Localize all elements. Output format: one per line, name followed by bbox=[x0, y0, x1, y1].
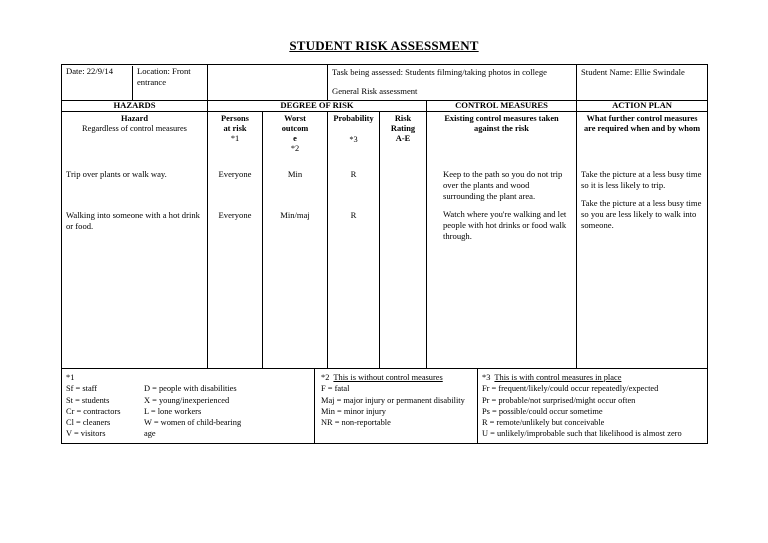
persons-col-ref: *1 bbox=[230, 133, 240, 143]
probability-item-1: R bbox=[350, 168, 357, 179]
legend-prob-r: R = remote/unlikely but conceivable bbox=[482, 418, 605, 427]
legend-person-x: X = young/inexperienced bbox=[144, 395, 230, 405]
persons-item-2: Everyone bbox=[218, 209, 252, 220]
legend-persons bbox=[62, 369, 315, 444]
action-col-header bbox=[577, 112, 708, 159]
worst-item-2: Min/maj bbox=[280, 209, 310, 220]
worst-col-line2: outcom bbox=[281, 123, 309, 133]
hazard-cell bbox=[62, 159, 208, 369]
legend-person-age: age bbox=[144, 429, 156, 439]
degree-of-risk-header: DEGREE OF RISK bbox=[208, 101, 427, 112]
legend-person-cl: Cl = cleaners bbox=[66, 418, 111, 427]
probability-col-header bbox=[328, 112, 380, 159]
persons-cell bbox=[208, 159, 263, 369]
action-cell bbox=[577, 159, 708, 369]
info-row bbox=[62, 65, 708, 101]
task-line-1: Task being assessed: Students filming/taking photos in college bbox=[332, 67, 547, 77]
info-left bbox=[62, 65, 208, 101]
legend-person-d: D = people with disabilities bbox=[144, 384, 237, 394]
probability-cell bbox=[328, 159, 380, 369]
legend-prob-pr: Pr = probable/not surprised/might occur often bbox=[482, 395, 636, 405]
hazards-header: HAZARDS bbox=[62, 101, 208, 112]
legend-outcome-min: Min = minor injury bbox=[321, 406, 386, 416]
section-header-row bbox=[62, 101, 708, 112]
worst-col-header bbox=[263, 112, 328, 159]
rating-col-header bbox=[380, 112, 427, 159]
persons-col-header bbox=[208, 112, 263, 159]
worst-cell bbox=[263, 159, 328, 369]
hazard-col-header bbox=[62, 112, 208, 159]
legend-person-sf: Sf = staff bbox=[66, 384, 98, 394]
action-item-1: Take the picture at a less busy time so it is less likely to trip. bbox=[581, 168, 702, 190]
control-item-2: Watch where you're walking and let people with hot drinks or food walk through. bbox=[443, 209, 567, 242]
control-col-header bbox=[427, 112, 577, 159]
legend-person-cr: Cr = contractors bbox=[66, 406, 121, 416]
legend-outcome bbox=[315, 369, 478, 444]
legend-person-w: W = women of child-bearing bbox=[144, 418, 242, 427]
legend-outcome-note: This is without control measures bbox=[333, 373, 443, 382]
legend-prob-u: U = unlikely/improbable such that likelihood is almost zero bbox=[482, 429, 682, 439]
worst-col-ref: *2 bbox=[290, 143, 300, 153]
hazard-item-1: Trip over plants or walk way. bbox=[66, 168, 167, 179]
persons-item-1: Everyone bbox=[218, 168, 252, 179]
worst-item-1: Min bbox=[287, 168, 303, 179]
risk-assessment-table bbox=[61, 64, 708, 444]
student-name-field: Student Name: Ellie Swindale bbox=[577, 65, 708, 101]
legend-prob-ref: *3 bbox=[482, 373, 491, 382]
hazard-col-title: Hazard bbox=[121, 114, 148, 123]
probability-col-ref: *3 bbox=[349, 134, 358, 144]
hazard-col-subtitle: Regardless of control measures bbox=[82, 123, 187, 133]
control-measures-header: CONTROL MEASURES bbox=[427, 101, 577, 112]
rating-cell bbox=[380, 159, 427, 369]
info-spacer bbox=[208, 65, 328, 101]
legend-person-v: V = visitors bbox=[66, 429, 106, 439]
control-item-1: Keep to the path so you do not trip over the plants and wood surrounding the plant area. bbox=[443, 168, 563, 201]
rating-col-line2: Rating bbox=[390, 123, 416, 133]
persons-col-line1: Persons bbox=[221, 114, 249, 123]
hazard-data-row bbox=[62, 159, 708, 369]
control-cell bbox=[427, 159, 577, 369]
location-field: Location: Front entrance bbox=[136, 66, 191, 88]
worst-col-line1: Worst bbox=[284, 114, 306, 123]
action-item-2: Take the picture at a less busy time so you are less likely to walk into someone. bbox=[581, 197, 702, 231]
column-header-row bbox=[62, 112, 708, 159]
worst-col-line3: e bbox=[293, 133, 297, 143]
date-field: Date: 22/9/14 bbox=[62, 66, 133, 100]
legend-outcome-f: F = fatal bbox=[321, 384, 350, 394]
legend-person-l: L = lone workers bbox=[144, 406, 202, 416]
legend-persons-ref: *1 bbox=[66, 373, 75, 382]
task-line-2: General Risk assessment bbox=[332, 86, 418, 97]
legend-person-st: St = students bbox=[66, 395, 110, 405]
probability-item-2: R bbox=[350, 209, 357, 220]
action-plan-header: ACTION PLAN bbox=[577, 101, 708, 112]
probability-col-line1: Probability bbox=[333, 114, 374, 123]
action-col-subtitle: What further control measures are required when and by whom bbox=[583, 114, 701, 133]
rating-col-line1: Risk bbox=[394, 114, 412, 123]
legend-prob-ps: Ps = possible/could occur sometime bbox=[482, 406, 603, 416]
legend-prob-note: This is with control measures in place bbox=[494, 373, 622, 382]
hazard-item-2: Walking into someone with a hot drink or food. bbox=[66, 209, 200, 231]
legend-outcome-nr: NR = non-reportable bbox=[321, 418, 391, 427]
document-title: STUDENT RISK ASSESSMENT bbox=[289, 38, 479, 53]
legend-probability bbox=[478, 369, 708, 444]
legend-prob-fr: Fr = frequent/likely/could occur repeatedly/expected bbox=[482, 384, 659, 394]
legend-outcome-ref: *2 bbox=[321, 373, 330, 382]
control-col-subtitle: Existing control measures taken against the risk bbox=[444, 114, 559, 133]
rating-col-line3: A-E bbox=[395, 133, 411, 143]
persons-col-line2: at risk bbox=[223, 123, 247, 133]
task-field bbox=[328, 65, 577, 101]
legend-outcome-maj: Maj = major injury or permanent disability bbox=[321, 395, 465, 405]
legend-row bbox=[62, 369, 708, 444]
